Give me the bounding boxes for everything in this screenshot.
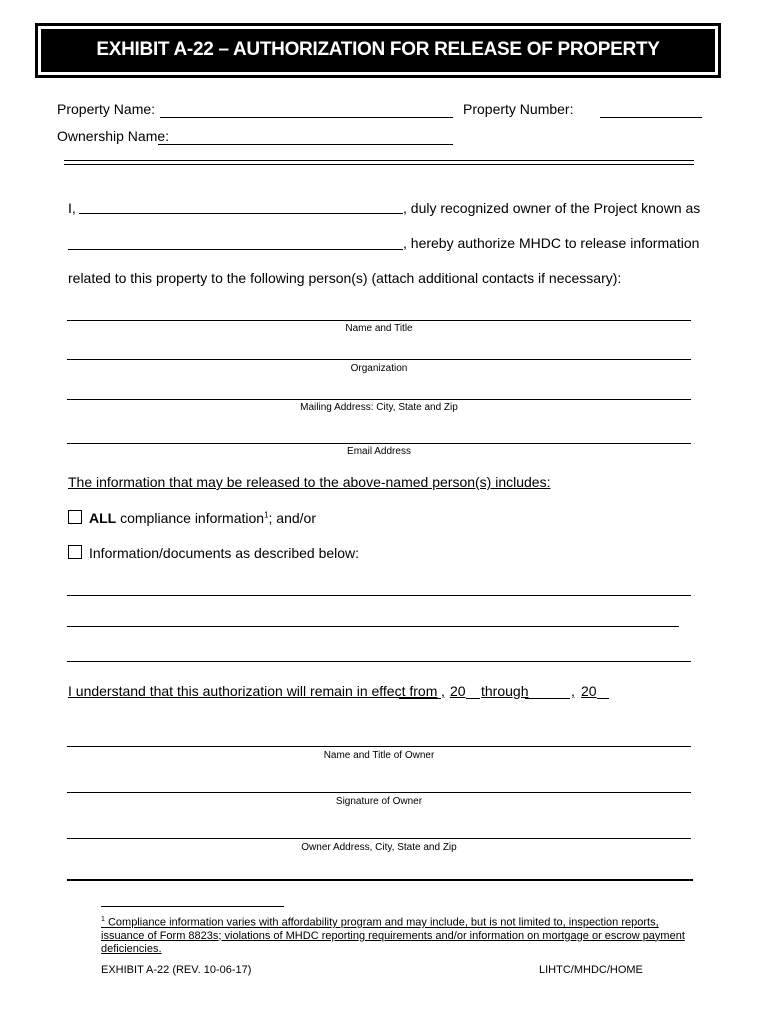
owner-address-line[interactable] (67, 838, 691, 839)
effect-comma-2: , (571, 683, 575, 699)
effect-start-date-line[interactable] (399, 698, 441, 699)
documents-option: Information/documents as described below: (89, 545, 360, 561)
name-title-caption: Name and Title (345, 323, 413, 334)
owner-address-caption: Owner Address, City, State and Zip (301, 842, 457, 853)
all-compliance-tail: ; and/or (268, 510, 317, 526)
description-line-2[interactable] (67, 626, 679, 627)
property-name-field[interactable] (160, 98, 453, 118)
footer-left: EXHIBIT A-22 (REV. 10-06-17) (101, 964, 252, 976)
effect-year-2-line[interactable] (597, 698, 609, 699)
statement-line1-end: , duly recognized owner of the Project known as (403, 200, 701, 216)
owner-name-title-line[interactable] (67, 746, 691, 747)
page-title: EXHIBIT A-22 – AUTHORIZATION FOR RELEASE OF PROPERTY INFORMATION (41, 29, 715, 72)
ownership-name-field[interactable] (158, 125, 453, 145)
property-name-label: Property Name: (57, 101, 156, 117)
section-divider (64, 160, 694, 165)
owner-signature-caption: Signature of Owner (335, 796, 423, 807)
footnote-ref: 1 (264, 510, 269, 520)
footer-right: LIHTC/MHDC/HOME (539, 964, 643, 976)
email-caption: Email Address (347, 446, 411, 457)
statement-i: I, (68, 200, 76, 216)
name-title-line[interactable] (67, 320, 691, 321)
owner-signature-line[interactable] (67, 792, 691, 793)
footnote-separator (101, 906, 284, 907)
effect-year-2: 20 (581, 683, 597, 699)
property-number-field[interactable] (600, 98, 702, 118)
release-heading: The information that may be released to the above-named person(s) includes: (68, 474, 551, 490)
all-compliance-text: compliance information (120, 510, 265, 526)
all-compliance-bold: ALL (89, 510, 117, 526)
footnote-number: 1 (101, 916, 105, 923)
title-banner (35, 23, 721, 101)
description-line-1[interactable] (67, 595, 691, 596)
email-line[interactable] (67, 443, 691, 444)
footnote-text: Compliance information varies with affordability program and may include, but is not limited to, inspection reports, issuance of Form 8823s; violations of MHDC reporting requirements and/or information on mortgage or escrow payment deficiencies. (101, 916, 685, 955)
effect-year-1: 20 (450, 683, 466, 699)
project-name-field[interactable] (68, 230, 403, 250)
effect-year-1-line[interactable] (466, 698, 480, 699)
statement-line3: related to this property to the following person(s) (attach additional contacts if necessary): (68, 270, 622, 286)
all-compliance-checkbox[interactable] (68, 510, 82, 524)
organization-caption: Organization (350, 363, 408, 374)
owner-name-title-caption: Name and Title of Owner (323, 750, 435, 761)
effect-statement: I understand that this authorization will remain in effect from (68, 683, 438, 699)
all-compliance-option (89, 510, 316, 526)
mailing-address-caption: Mailing Address: City, State and Zip (300, 402, 458, 413)
effect-end-date-line[interactable] (525, 698, 570, 699)
mailing-address-line[interactable] (67, 399, 691, 400)
documents-checkbox[interactable] (68, 545, 82, 559)
effect-comma-1: , (441, 683, 445, 699)
owner-name-field[interactable] (79, 194, 403, 214)
statement-line2-end: , hereby authorize MHDC to release information (403, 235, 700, 251)
bottom-rule (67, 879, 693, 881)
property-number-label: Property Number: (463, 101, 574, 117)
description-line-3[interactable] (67, 661, 691, 662)
effect-through: through (481, 683, 529, 699)
ownership-name-label: Ownership Name: (57, 128, 170, 144)
organization-line[interactable] (67, 359, 691, 360)
footnote (101, 913, 696, 956)
